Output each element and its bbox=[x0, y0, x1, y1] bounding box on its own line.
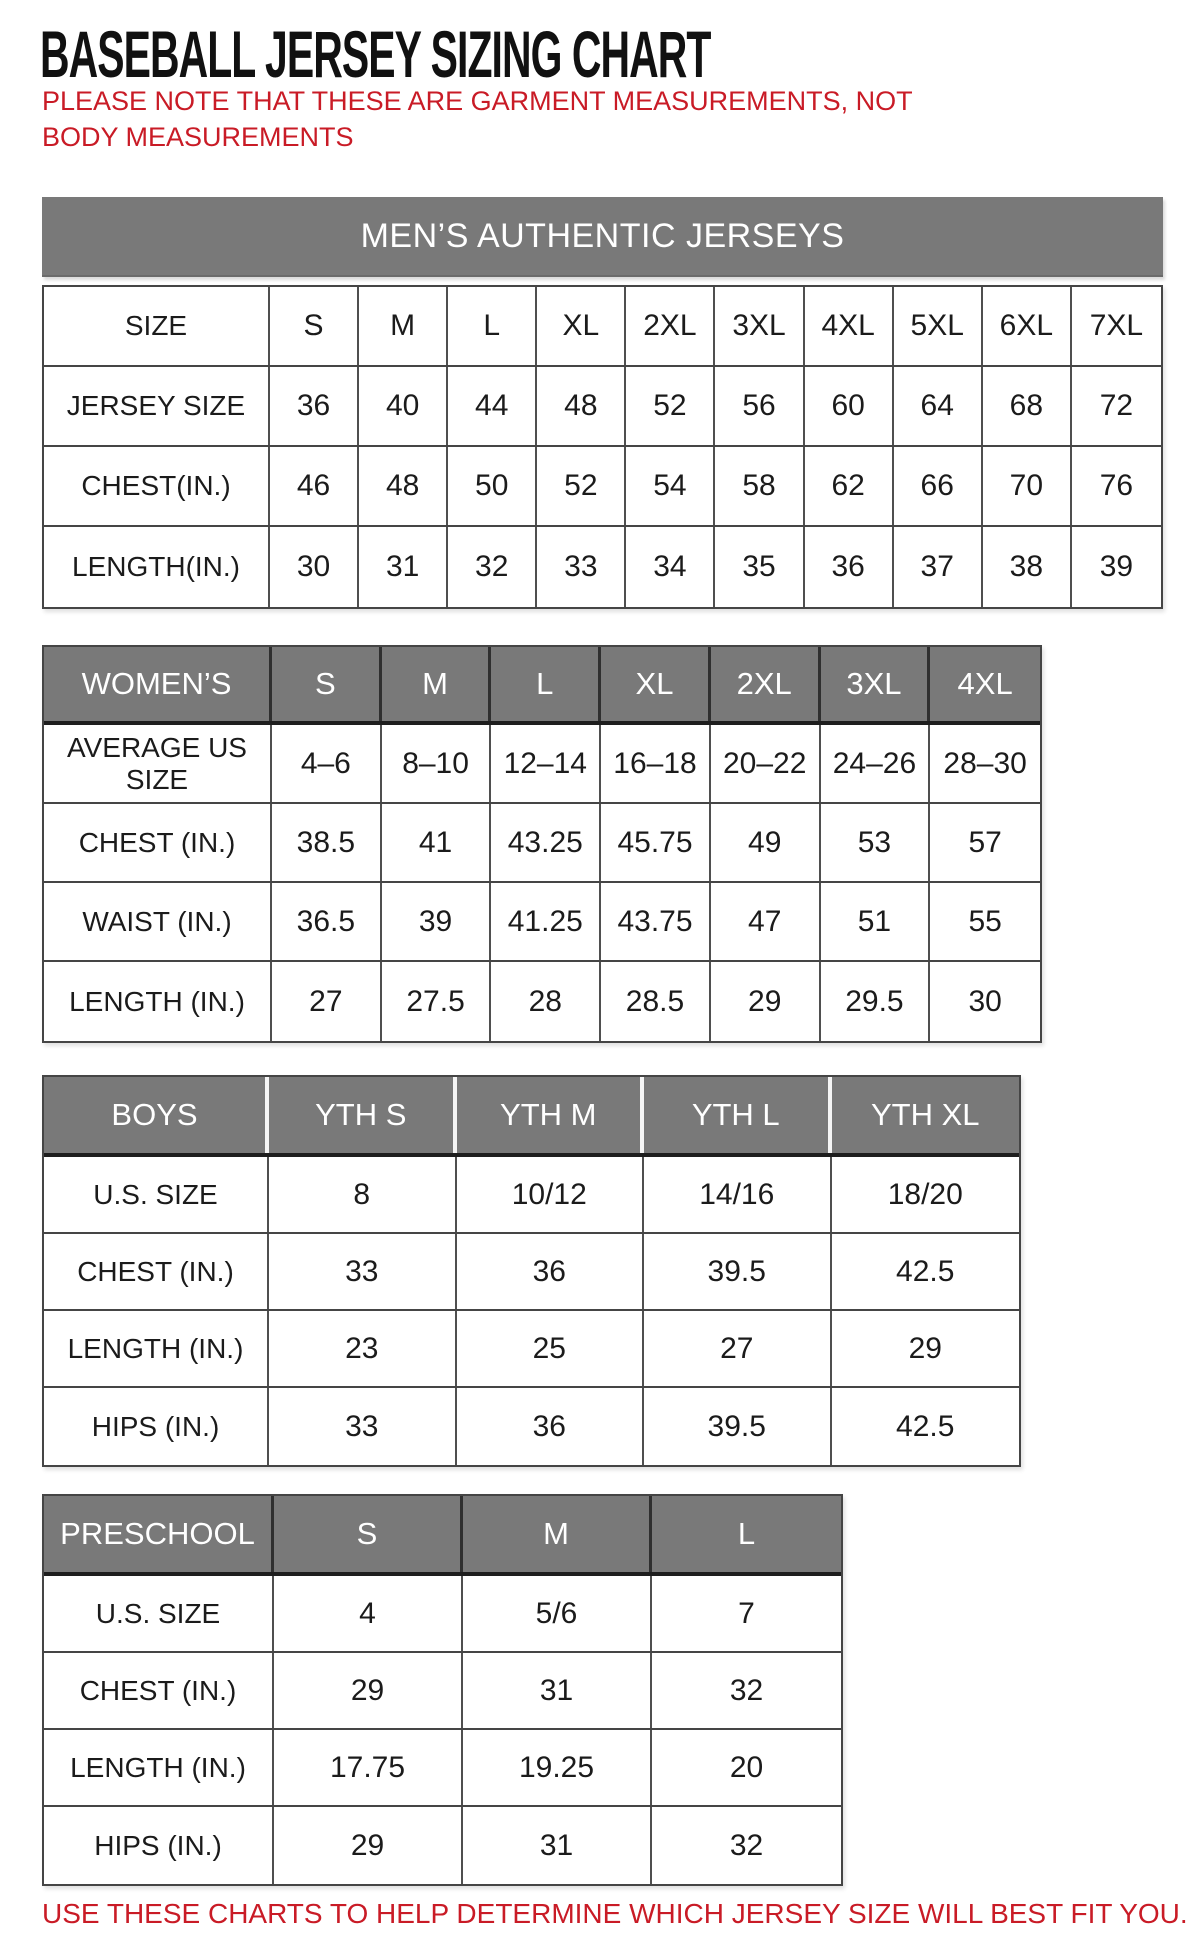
table-header-row bbox=[44, 1496, 841, 1576]
value-cell: 38 bbox=[983, 527, 1072, 607]
header-size-cell: YTH XL bbox=[832, 1077, 1020, 1153]
value-cell: 4XL bbox=[805, 287, 894, 365]
value-cell: 36 bbox=[457, 1388, 645, 1465]
value-cell: 64 bbox=[894, 367, 983, 445]
value-cell: 3XL bbox=[715, 287, 804, 365]
value-cell: 33 bbox=[269, 1234, 457, 1309]
value-cell: 76 bbox=[1099, 469, 1134, 503]
value-cell: 12–14 bbox=[491, 725, 601, 802]
value-cell: 33 bbox=[269, 1388, 457, 1465]
value-cell: L bbox=[448, 287, 537, 365]
value-cell: 2XL bbox=[626, 287, 715, 365]
row-label-cell: LENGTH (IN.) bbox=[44, 1311, 269, 1386]
row-label-cell: SIZE bbox=[44, 287, 270, 365]
table-row bbox=[44, 962, 1040, 1041]
value-cell: 52 bbox=[626, 367, 715, 445]
table-body bbox=[42, 285, 1163, 609]
header-size-cell: XL bbox=[601, 647, 711, 721]
header-label-cell: BOYS bbox=[44, 1077, 269, 1153]
value-cell: 28 bbox=[491, 962, 601, 1041]
value-cell: 5/6 bbox=[463, 1576, 652, 1651]
value-cell: 39.5 bbox=[644, 1388, 832, 1465]
table-header-row bbox=[44, 1077, 1019, 1157]
value-cell: 36 bbox=[457, 1234, 645, 1309]
header-size-cell: L bbox=[652, 1496, 841, 1572]
header-size-cell: L bbox=[491, 647, 601, 721]
header-size-cell: 2XL bbox=[711, 647, 821, 721]
value-cell: 33 bbox=[537, 527, 626, 607]
table-body bbox=[42, 645, 1042, 1043]
value-cell: 43.75 bbox=[601, 883, 711, 960]
value-cell: 36 bbox=[270, 367, 359, 445]
table-row bbox=[44, 447, 1161, 527]
table-row bbox=[44, 367, 1161, 447]
value-cell: 19.25 bbox=[463, 1730, 652, 1805]
value-cell: 48 bbox=[537, 367, 626, 445]
header-size-cell: YTH M bbox=[457, 1077, 645, 1153]
value-cell: 52 bbox=[537, 447, 626, 525]
header-size-cell: M bbox=[463, 1496, 652, 1572]
value-cell: 49 bbox=[711, 804, 821, 881]
value-cell: 29 bbox=[274, 1653, 463, 1728]
value-cell: 36.5 bbox=[272, 883, 382, 960]
row-label-cell: CHEST (IN.) bbox=[44, 1653, 274, 1728]
table-row bbox=[44, 1234, 1019, 1311]
value-cell: 25 bbox=[457, 1311, 645, 1386]
table-row bbox=[44, 1807, 841, 1884]
value-cell: 36 bbox=[805, 527, 894, 607]
header-size-cell: S bbox=[274, 1496, 463, 1572]
table-row bbox=[44, 527, 1161, 607]
value-cell: 41.25 bbox=[491, 883, 601, 960]
row-label-cell: LENGTH (IN.) bbox=[44, 962, 272, 1041]
value-cell: 24–26 bbox=[821, 725, 931, 802]
value-cell: 7XL bbox=[1089, 309, 1144, 343]
value-cell: 29.5 bbox=[821, 962, 931, 1041]
table-row bbox=[44, 1730, 841, 1807]
row-label-cell: U.S. SIZE bbox=[44, 1576, 274, 1651]
table-header-row bbox=[44, 647, 1040, 725]
value-cell: 41 bbox=[382, 804, 492, 881]
header-size-cell: M bbox=[382, 647, 492, 721]
mens-authentic-jerseys-table bbox=[42, 197, 1163, 609]
value-cell: 4 bbox=[274, 1576, 463, 1651]
value-cell: 14/16 bbox=[644, 1157, 832, 1232]
table-row bbox=[44, 1388, 1019, 1465]
header-label-cell: PRESCHOOL bbox=[44, 1496, 274, 1572]
value-cell: 50 bbox=[448, 447, 537, 525]
value-cell: 16–18 bbox=[601, 725, 711, 802]
value-cell: 53 bbox=[821, 804, 931, 881]
table-title: MEN’S AUTHENTIC JERSEYS bbox=[360, 216, 845, 255]
row-label-cell: AVERAGE US SIZE bbox=[44, 725, 272, 802]
value-cell: 70 bbox=[983, 447, 1072, 525]
table-body bbox=[42, 1494, 843, 1886]
value-cell: 35 bbox=[715, 527, 804, 607]
table-row bbox=[44, 1576, 841, 1653]
value-cell: 43.25 bbox=[491, 804, 601, 881]
value-cell: 28–30 bbox=[943, 746, 1027, 780]
table-row bbox=[44, 725, 1040, 804]
value-cell: 47 bbox=[711, 883, 821, 960]
value-cell: 30 bbox=[968, 984, 1002, 1018]
value-cell: 32 bbox=[448, 527, 537, 607]
preschool-sizing-table bbox=[42, 1494, 843, 1886]
value-cell: 66 bbox=[894, 447, 983, 525]
value-cell: 4–6 bbox=[272, 725, 382, 802]
row-label-cell: CHEST (IN.) bbox=[44, 804, 272, 881]
value-cell: 28.5 bbox=[601, 962, 711, 1041]
value-cell: 29 bbox=[274, 1807, 463, 1884]
table-row bbox=[44, 1653, 841, 1730]
value-cell: 55 bbox=[968, 904, 1002, 938]
table-row bbox=[44, 804, 1040, 883]
value-cell: 32 bbox=[729, 1828, 764, 1862]
value-cell: 56 bbox=[715, 367, 804, 445]
row-label-cell: CHEST (IN.) bbox=[44, 1234, 269, 1309]
value-cell: 57 bbox=[968, 825, 1002, 859]
value-cell: 34 bbox=[626, 527, 715, 607]
value-cell: 29 bbox=[908, 1331, 942, 1365]
boys-sizing-table bbox=[42, 1075, 1021, 1467]
value-cell: 8 bbox=[269, 1157, 457, 1232]
value-cell: 39 bbox=[382, 883, 492, 960]
value-cell: 40 bbox=[359, 367, 448, 445]
row-label-cell: HIPS (IN.) bbox=[44, 1388, 269, 1465]
header-size-cell: YTH L bbox=[644, 1077, 832, 1153]
value-cell: 31 bbox=[359, 527, 448, 607]
garment-measurement-note: PLEASE NOTE THAT THESE ARE GARMENT MEASUREMENTS, NOT BODY MEASUREMENTS bbox=[42, 86, 913, 152]
row-label-cell: HIPS (IN.) bbox=[44, 1807, 274, 1884]
womens-sizing-table bbox=[42, 645, 1042, 1043]
value-cell: 42.5 bbox=[896, 1409, 955, 1443]
value-cell: 44 bbox=[448, 367, 537, 445]
row-label-cell: U.S. SIZE bbox=[44, 1157, 269, 1232]
value-cell: 62 bbox=[805, 447, 894, 525]
value-cell: 27.5 bbox=[382, 962, 492, 1041]
header-size-cell: 4XL bbox=[930, 647, 1040, 721]
value-cell: 29 bbox=[711, 962, 821, 1041]
value-cell: 27 bbox=[272, 962, 382, 1041]
row-label-cell: LENGTH (IN.) bbox=[44, 1730, 274, 1805]
value-cell: 39 bbox=[1099, 550, 1134, 584]
value-cell: 30 bbox=[270, 527, 359, 607]
value-cell: 31 bbox=[463, 1653, 652, 1728]
value-cell: 39.5 bbox=[644, 1234, 832, 1309]
row-label-cell: WAIST (IN.) bbox=[44, 883, 272, 960]
header-size-cell: YTH S bbox=[269, 1077, 457, 1153]
footer-note: USE THESE CHARTS TO HELP DETERMINE WHICH JERSEY SIZE WILL BEST FIT YOU. bbox=[42, 1898, 1188, 1929]
value-cell: 51 bbox=[821, 883, 931, 960]
header-label-cell: WOMEN’S bbox=[44, 647, 272, 721]
value-cell: 32 bbox=[729, 1673, 764, 1707]
value-cell: 31 bbox=[463, 1807, 652, 1884]
value-cell: 5XL bbox=[894, 287, 983, 365]
value-cell: 58 bbox=[715, 447, 804, 525]
value-cell: 46 bbox=[270, 447, 359, 525]
value-cell: 6XL bbox=[983, 287, 1072, 365]
value-cell: 72 bbox=[1099, 389, 1134, 423]
value-cell: 68 bbox=[983, 367, 1072, 445]
value-cell: 45.75 bbox=[601, 804, 711, 881]
row-label-cell: CHEST(IN.) bbox=[44, 447, 270, 525]
table-row bbox=[44, 883, 1040, 962]
value-cell: 60 bbox=[805, 367, 894, 445]
value-cell: 18/20 bbox=[887, 1177, 963, 1211]
value-cell: 37 bbox=[894, 527, 983, 607]
value-cell: 8–10 bbox=[382, 725, 492, 802]
header-size-cell: 3XL bbox=[821, 647, 931, 721]
page-title-text: BASEBALL JERSEY SIZING CHART bbox=[40, 17, 711, 91]
value-cell: 48 bbox=[359, 447, 448, 525]
value-cell: 23 bbox=[269, 1311, 457, 1386]
value-cell: 20 bbox=[729, 1750, 764, 1784]
value-cell: 10/12 bbox=[457, 1157, 645, 1232]
value-cell: 38.5 bbox=[272, 804, 382, 881]
value-cell: 17.75 bbox=[274, 1730, 463, 1805]
value-cell: S bbox=[270, 287, 359, 365]
value-cell: XL bbox=[537, 287, 626, 365]
table-row bbox=[44, 1311, 1019, 1388]
value-cell: 42.5 bbox=[896, 1254, 955, 1288]
table-title-bar bbox=[42, 197, 1163, 277]
table-row bbox=[44, 287, 1161, 367]
value-cell: 54 bbox=[626, 447, 715, 525]
value-cell: 27 bbox=[644, 1311, 832, 1386]
row-label-cell: JERSEY SIZE bbox=[44, 367, 270, 445]
table-row bbox=[44, 1157, 1019, 1234]
page-title bbox=[40, 16, 1121, 92]
value-cell: 7 bbox=[738, 1596, 755, 1630]
header-size-cell: S bbox=[272, 647, 382, 721]
row-label-cell: LENGTH(IN.) bbox=[44, 527, 270, 607]
table-body bbox=[42, 1075, 1021, 1467]
value-cell: M bbox=[359, 287, 448, 365]
value-cell: 20–22 bbox=[711, 725, 821, 802]
